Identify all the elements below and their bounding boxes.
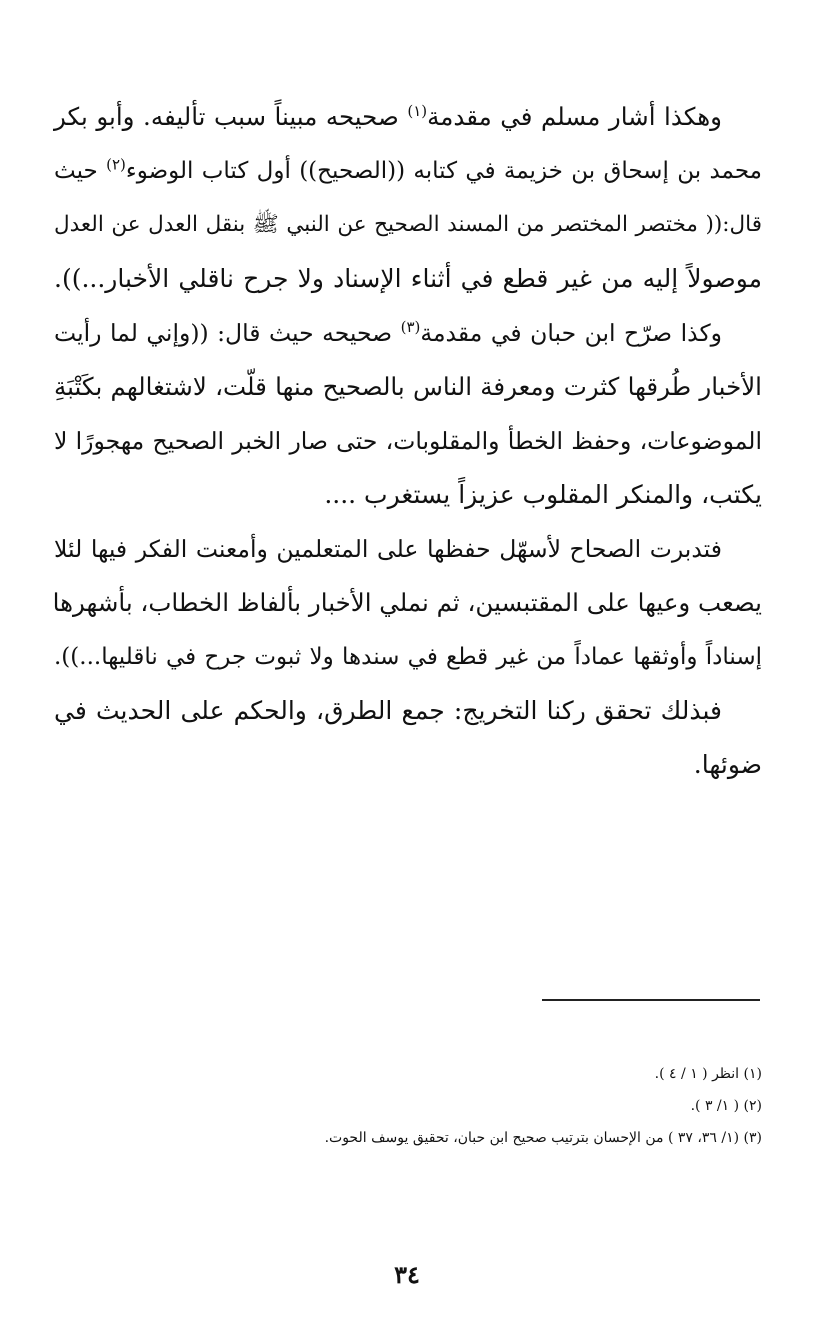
paragraph-4 bbox=[54, 684, 762, 792]
text-segment: وكذا صرّح ابن حبان في مقدمة bbox=[420, 319, 722, 347]
text-segment: فتدبرت الصحاح لأسهّل حفظها على المتعلمين وأمعنت الفكر فيها لئلا bbox=[54, 535, 722, 563]
text-segment: فبذلك تحقق ركنا التخريج: جمع الطرق، والحكم على الحديث في bbox=[54, 696, 722, 725]
footnote-ref-3: (٣) bbox=[400, 318, 421, 337]
text-segment: صحيحه مبيناً سبب تأليفه. وأبو بكر bbox=[54, 102, 408, 131]
paragraph-3 bbox=[54, 522, 762, 684]
text-line bbox=[54, 198, 762, 252]
text-segment: قال:(( مختصر المختصر من المسند الصحيح عن النبي ﷺ بنقل العدل عن العدل bbox=[54, 212, 762, 237]
text-line bbox=[54, 90, 762, 144]
text-line bbox=[54, 576, 762, 630]
text-line bbox=[54, 630, 762, 684]
paragraph-1 bbox=[54, 90, 762, 306]
text-line bbox=[54, 360, 762, 414]
footnotes bbox=[54, 1058, 762, 1154]
text-line bbox=[54, 144, 762, 198]
text-line bbox=[54, 306, 762, 360]
text-segment: يكتب، والمنكر المقلوب عزيزاً يستغرب .... bbox=[324, 480, 762, 509]
text-segment: موصولاً إليه من غير قطع في أثناء الإسناد ولا جرح ناقلي الأخبار...)). bbox=[54, 264, 762, 293]
footnote-2: (٢) ( ١/ ٣ ). bbox=[690, 1098, 762, 1114]
text-line bbox=[54, 252, 762, 306]
body-text bbox=[54, 90, 762, 792]
text-segment: يصعب وعيها على المقتبسين، ثم نملي الأخبار بألفاظ الخطاب، بأشهرها bbox=[52, 588, 762, 617]
text-segment: الأخبار طُرقها كثرت ومعرفة الناس بالصحيح منها قلّت، لاشتغالهم بكَتْبَةِ bbox=[54, 372, 762, 401]
text-segment: وهكذا أشار مسلم في مقدمة bbox=[427, 102, 722, 131]
text-line bbox=[54, 522, 762, 576]
footnote-ref-1: (١) bbox=[407, 101, 428, 120]
text-line bbox=[54, 684, 762, 738]
text-line bbox=[54, 414, 762, 468]
footnote-1: (١) انظر ( ١ / ٤ ). bbox=[654, 1066, 762, 1082]
text-segment: حيث bbox=[54, 158, 107, 184]
text-segment: صحيحه حيث قال: ((وإني لما رأيت bbox=[54, 319, 401, 347]
text-segment: محمد بن إسحاق بن خزيمة في كتابه ((الصحيح)) أول كتاب الوضوء bbox=[125, 158, 762, 184]
footnote-3: (٣) (١/ ٣٦، ٣٧ ) من الإحسان بترتيب صحيح ابن حبان، تحقيق يوسف الحوت. bbox=[324, 1130, 762, 1146]
text-segment: الموضوعات، وحفظ الخطأ والمقلوبات، حتى صار الخبر الصحيح مهجورًا لا bbox=[54, 427, 762, 455]
paragraph-2 bbox=[54, 306, 762, 522]
footnote-ref-2: (٢) bbox=[106, 155, 126, 174]
footnote-separator bbox=[542, 999, 760, 1001]
text-segment: ضوئها. bbox=[693, 750, 762, 779]
page-number: ٣٤ bbox=[394, 1260, 420, 1289]
text-segment: إسناداً وأوثقها عماداً من غير قطع في سندها ولا ثبوت جرح في ناقليها...)). bbox=[54, 644, 762, 670]
text-line bbox=[54, 468, 762, 522]
text-line bbox=[54, 738, 762, 792]
